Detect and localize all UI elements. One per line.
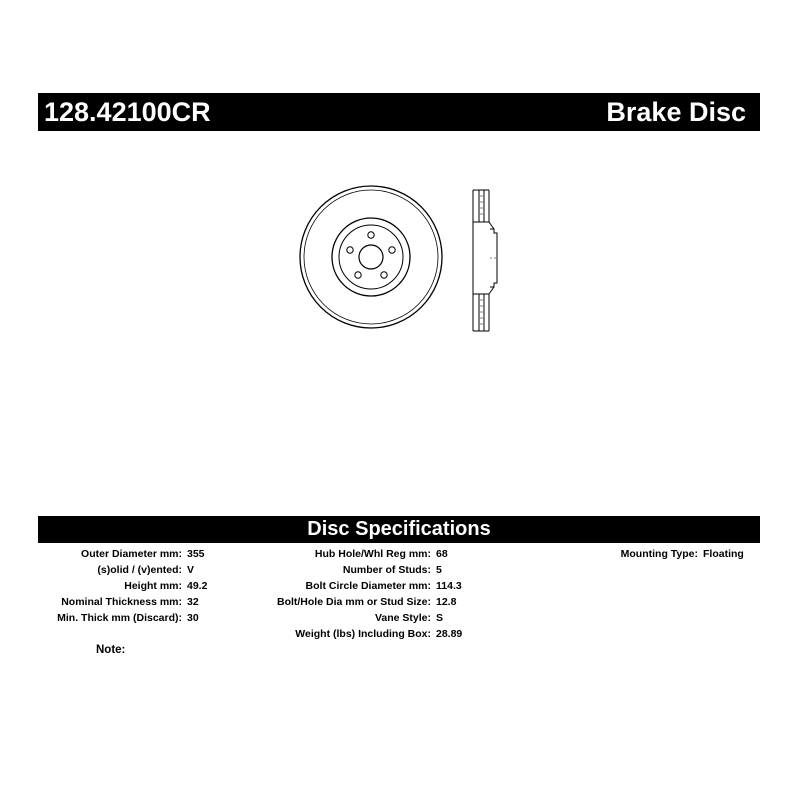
spec-column-1 — [38, 546, 207, 626]
spec-row — [250, 626, 462, 642]
spec-row — [250, 562, 462, 578]
part-number: 128.42100CR — [44, 97, 211, 127]
spec-row — [38, 546, 207, 562]
spec-row — [250, 610, 462, 626]
spec-label: Outer Diameter mm: — [81, 548, 182, 560]
spec-value: V — [187, 564, 195, 576]
spec-label: Nominal Thickness mm: — [61, 596, 182, 608]
spec-value: 5 — [436, 564, 442, 576]
disc-side-view — [473, 190, 497, 331]
spec-value: 12.8 — [436, 596, 457, 608]
spec-row — [560, 546, 744, 562]
spec-row — [250, 594, 462, 610]
spec-value: 49.2 — [187, 580, 208, 592]
spec-value: Floating — [703, 548, 744, 560]
spec-label: Hub Hole/Whl Reg mm: — [314, 548, 431, 560]
specifications-title: Disc Specifications — [307, 518, 491, 540]
spec-row — [38, 594, 207, 610]
spec-row — [250, 578, 462, 594]
spec-value: 30 — [187, 612, 199, 624]
spec-row — [38, 562, 207, 578]
spec-value: 114.3 — [436, 580, 462, 592]
spec-label: Mounting Type: — [620, 548, 698, 560]
spec-label: Bolt/Hole Dia mm or Stud Size: — [276, 596, 431, 608]
spec-label: Vane Style: — [374, 612, 431, 624]
spec-row — [38, 578, 207, 594]
spec-label: (s)olid / (v)ented: — [97, 564, 182, 576]
spec-label: Height mm: — [124, 580, 182, 592]
disc-front-view — [300, 186, 442, 328]
spec-label: Number of Studs: — [342, 564, 431, 576]
spec-value: 28.89 — [436, 628, 463, 640]
spec-value: 32 — [187, 596, 199, 608]
spec-column-3 — [560, 546, 744, 562]
note-label: Note: — [96, 644, 126, 656]
spec-value: 355 — [187, 548, 205, 560]
spec-label: Min. Thick mm (Discard): — [57, 612, 182, 624]
spec-value: 68 — [436, 548, 448, 560]
spec-row — [250, 546, 462, 562]
spec-label: Bolt Circle Diameter mm: — [305, 580, 431, 592]
spec-row — [38, 610, 207, 626]
specifications-header — [38, 516, 760, 543]
spec-value: S — [436, 612, 444, 624]
spec-label: Weight (lbs) Including Box: — [295, 628, 431, 640]
spec-column-2 — [250, 546, 462, 642]
product-type: Brake Disc — [606, 97, 746, 127]
